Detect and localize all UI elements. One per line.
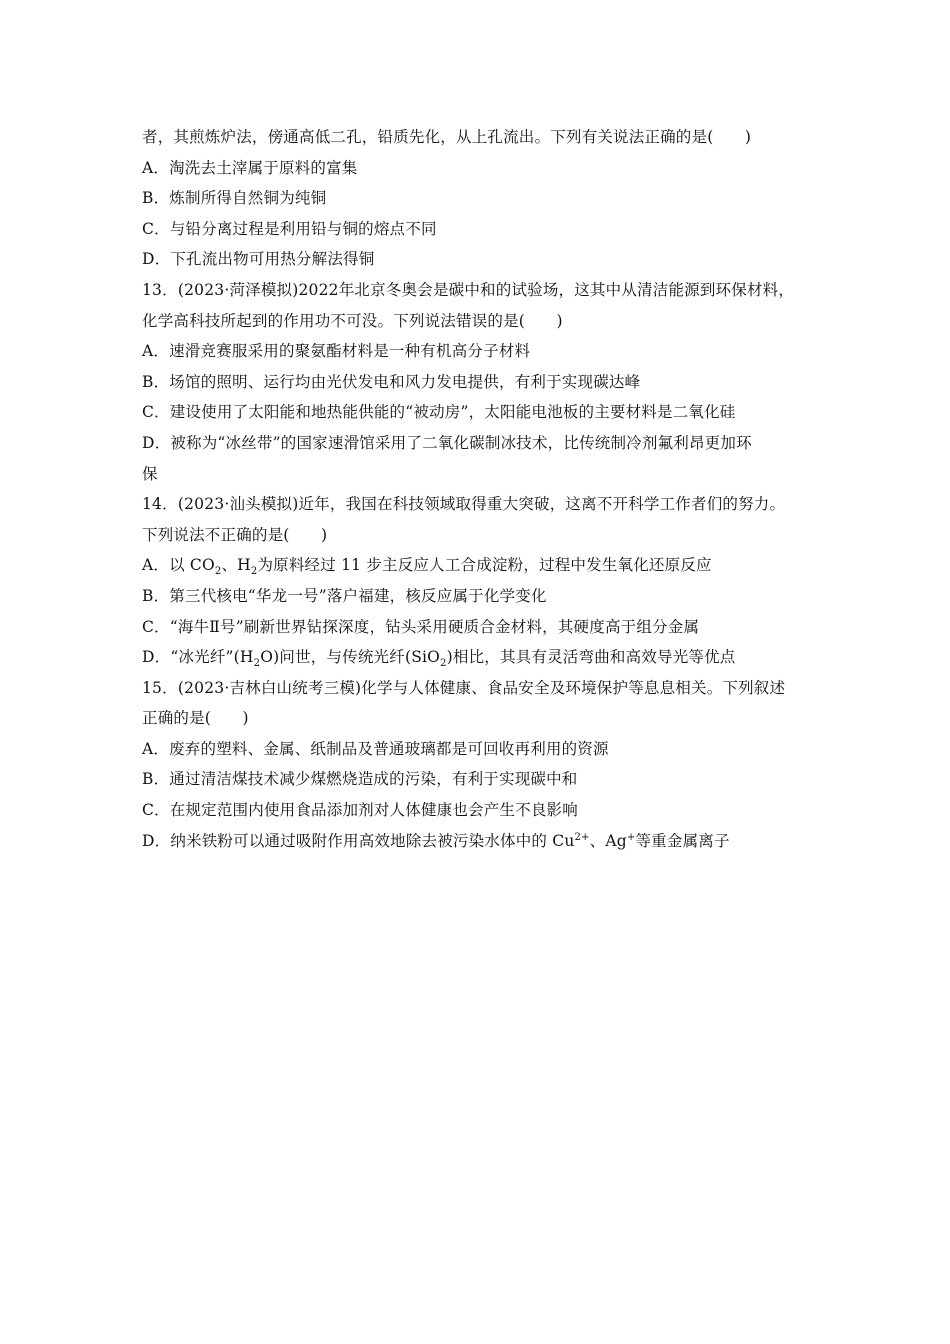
q13-option-a: A．速滑竞赛服采用的聚氨酯材料是一种有机高分子材料 — [142, 342, 531, 361]
q14-option-c: C．“海牛Ⅱ号”刷新世界钻探深度，钻头采用硬质合金材料，其硬度高于组分金属 — [142, 617, 700, 636]
q15-option-a: A．废弃的塑料、金属、纸制品及普通玻璃都是可回收再利用的资源 — [142, 739, 609, 758]
q13-option-b: B．场馆的照明、运行均由光伏发电和风力发电提供，有利于实现碳达峰 — [142, 372, 641, 391]
q15-option-c: C．在规定范围内使用食品添加剂对人体健康也会产生不良影响 — [142, 801, 578, 820]
q15-stem-line1: 15．(2023·吉林白山统考三模)化学与人体健康、食品安全及环境保护等息息相关。下列叙述 — [142, 678, 786, 697]
q14-stem-line1: 14．(2023·汕头模拟)近年，我国在科技领域取得重大突破，这离不开科学工作者们的努力。 — [142, 495, 786, 514]
q15-option-b: B．通过清洁煤技术减少煤燃烧造成的污染，有利于实现碳中和 — [142, 770, 578, 789]
q12-option-d: D．下孔流出物可用热分解法得铜 — [142, 250, 375, 269]
q13-stem-line2: 化学高科技所起到的作用功不可没。下列说法错误的是( ) — [142, 311, 563, 330]
document-page — [142, 122, 822, 856]
q12-option-c: C．与铅分离过程是利用铅与铜的熔点不同 — [142, 219, 437, 238]
q12-option-b: B．炼制所得自然铜为纯铜 — [142, 189, 327, 208]
q14-stem-line2: 下列说法不正确的是( ) — [142, 525, 328, 544]
q15-option-d: D．纳米铁粉可以通过吸附作用高效地除去被污染水体中的 $Cu^{2+}$、Ag+等重金属离子 — [142, 831, 730, 850]
q13-option-d: D．被称为“冰丝带”的国家速滑馆采用了二氧化碳制冰技术，比传统制冷剂氟利昂更加环 — [142, 433, 752, 452]
q14-option-a: A．以 $CO_2$、$H_2$为原料经过 11 步主反应人工合成淀粉，过程中发生氧化还原反应 — [142, 556, 712, 578]
q13-stem-line1: 13．(2023·菏泽模拟)2022年北京冬奥会是碳中和的试验场，这其中从清洁能源到环保材料， — [142, 280, 795, 299]
q13-option-d-continuation: 保 — [142, 464, 158, 483]
q14-option-d: D．“冰光纤$”(H_2O)$问世，与传统光纤(SiO$_2$)相比，其具有灵活弯曲和高效导光等优点 — [142, 648, 736, 670]
q12-stem-continuation: 者，其煎炼炉法，傍通高低二孔，铅质先化，从上孔流出。下列有关说法正确的是( ) — [142, 128, 752, 146]
q13-option-c: C．建设使用了太阳能和地热能供能的“被动房”，太阳能电池板的主要材料是二氧化硅 — [142, 403, 736, 422]
q15-stem-line2: 正确的是( ) — [142, 709, 249, 728]
q14-option-b: B．第三代核电“华龙一号”落户福建，核反应属于化学变化 — [142, 586, 547, 605]
q12-option-a: A．淘洗去土滓属于原料的富集 — [142, 158, 358, 177]
